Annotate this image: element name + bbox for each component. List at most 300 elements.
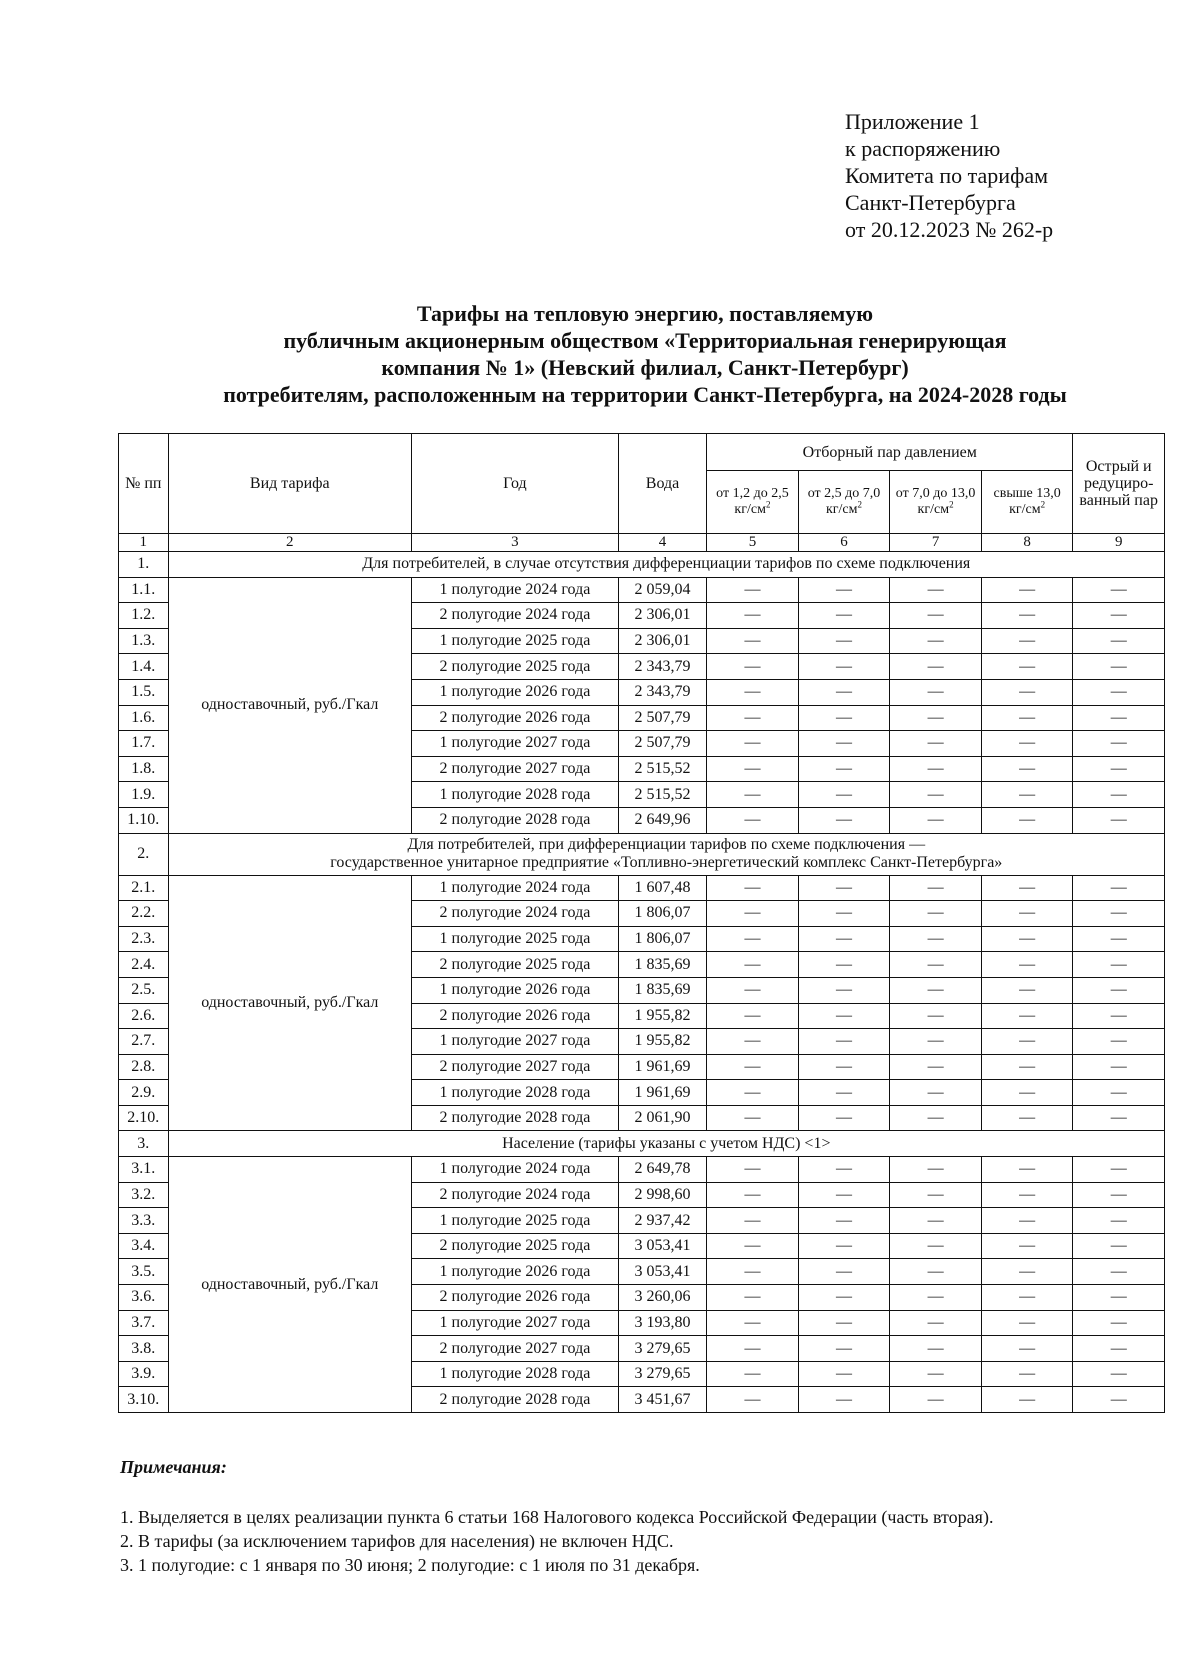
dash-cell: — <box>1073 1387 1165 1413</box>
dash-cell: — <box>981 977 1073 1003</box>
dash-cell: — <box>798 1310 890 1336</box>
header-steam-3-text: от 7,0 до 13,0 кг/см <box>895 486 976 517</box>
row-number: 2.7. <box>119 1029 169 1055</box>
header-num: № пп <box>119 434 169 534</box>
header-steam-group: Отборный пар давлением <box>707 434 1073 471</box>
column-number: 1 <box>119 534 169 552</box>
dash-cell: — <box>798 756 890 782</box>
dash-cell: — <box>890 1080 982 1106</box>
header-steam-1-text: от 1,2 до 2,5 кг/см <box>716 486 789 517</box>
row-number: 2.3. <box>119 926 169 952</box>
dash-cell: — <box>981 1387 1073 1413</box>
superscript: 2 <box>765 499 771 510</box>
row-number: 3.10. <box>119 1387 169 1413</box>
section-title <box>168 1131 1164 1157</box>
dash-cell: — <box>707 1105 799 1131</box>
dash-cell: — <box>981 577 1073 603</box>
dash-cell: — <box>707 1029 799 1055</box>
dash-cell: — <box>798 1285 890 1311</box>
dash-cell: — <box>890 705 982 731</box>
dash-cell: — <box>798 952 890 978</box>
dash-cell: — <box>890 1029 982 1055</box>
dash-cell: — <box>981 782 1073 808</box>
column-number: 6 <box>798 534 890 552</box>
year-cell: 1 полугодие 2025 года <box>412 628 619 654</box>
column-number-row <box>119 534 1165 552</box>
dash-cell: — <box>707 731 799 757</box>
dash-cell: — <box>1073 926 1165 952</box>
document-title <box>120 300 1170 408</box>
year-cell: 1 полугодие 2024 года <box>412 875 619 901</box>
water-tariff-cell: 1 806,07 <box>618 926 706 952</box>
year-cell: 2 полугодие 2026 года <box>412 705 619 731</box>
water-tariff-cell: 3 053,41 <box>618 1259 706 1285</box>
dash-cell: — <box>1073 1208 1165 1234</box>
dash-cell: — <box>1073 1080 1165 1106</box>
tariff-type-cell: одноставочный, руб./Гкал <box>168 875 411 1131</box>
row-number: 2.10. <box>119 1105 169 1131</box>
header-sharp-steam: Острый и редуциро-ванный пар <box>1073 434 1165 534</box>
dash-cell: — <box>890 1387 982 1413</box>
year-cell: 1 полугодие 2027 года <box>412 1029 619 1055</box>
dash-cell: — <box>798 977 890 1003</box>
dash-cell: — <box>981 1336 1073 1362</box>
appendix-line: Комитета по тарифам <box>845 163 1049 188</box>
dash-cell: — <box>890 1310 982 1336</box>
row-number: 3.9. <box>119 1361 169 1387</box>
water-tariff-cell: 2 343,79 <box>618 679 706 705</box>
dash-cell: — <box>890 1361 982 1387</box>
dash-cell: — <box>798 705 890 731</box>
year-cell: 2 полугодие 2024 года <box>412 1182 619 1208</box>
year-cell: 1 полугодие 2024 года <box>412 1157 619 1183</box>
dash-cell: — <box>1073 782 1165 808</box>
water-tariff-cell: 1 835,69 <box>618 952 706 978</box>
dash-cell: — <box>981 901 1073 927</box>
dash-cell: — <box>1073 1310 1165 1336</box>
superscript: 2 <box>857 499 862 510</box>
year-cell: 2 полугодие 2024 года <box>412 901 619 927</box>
dash-cell: — <box>890 628 982 654</box>
year-cell: 1 полугодие 2028 года <box>412 782 619 808</box>
dash-cell: — <box>890 1285 982 1311</box>
year-cell: 1 полугодие 2028 года <box>412 1080 619 1106</box>
dash-cell: — <box>1073 875 1165 901</box>
dash-cell: — <box>798 1336 890 1362</box>
dash-cell: — <box>707 1259 799 1285</box>
year-cell: 2 полугодие 2025 года <box>412 654 619 680</box>
dash-cell: — <box>798 1054 890 1080</box>
dash-cell: — <box>981 1054 1073 1080</box>
dash-cell: — <box>890 756 982 782</box>
dash-cell: — <box>707 952 799 978</box>
water-tariff-cell: 1 955,82 <box>618 1029 706 1055</box>
dash-cell: — <box>798 654 890 680</box>
water-tariff-cell: 2 649,78 <box>618 1157 706 1183</box>
dash-cell: — <box>981 952 1073 978</box>
dash-cell: — <box>707 1233 799 1259</box>
year-cell: 1 полугодие 2026 года <box>412 1259 619 1285</box>
dash-cell: — <box>890 1105 982 1131</box>
dash-cell: — <box>1073 756 1165 782</box>
dash-cell: — <box>798 1259 890 1285</box>
row-number: 3.8. <box>119 1336 169 1362</box>
water-tariff-cell: 1 806,07 <box>618 901 706 927</box>
row-number: 3.3. <box>119 1208 169 1234</box>
dash-cell: — <box>890 875 982 901</box>
water-tariff-cell: 2 306,01 <box>618 628 706 654</box>
column-number: 2 <box>168 534 411 552</box>
dash-cell: — <box>707 1182 799 1208</box>
dash-cell: — <box>981 756 1073 782</box>
year-cell: 2 полугодие 2027 года <box>412 1054 619 1080</box>
dash-cell: — <box>890 926 982 952</box>
dash-cell: — <box>707 679 799 705</box>
dash-cell: — <box>890 1182 982 1208</box>
year-cell: 1 полугодие 2028 года <box>412 1361 619 1387</box>
dash-cell: — <box>981 1003 1073 1029</box>
dash-cell: — <box>981 1285 1073 1311</box>
dash-cell: — <box>707 577 799 603</box>
header-steam-2-text: от 2,5 до 7,0 кг/см <box>807 486 881 517</box>
water-tariff-cell: 2 061,90 <box>618 1105 706 1131</box>
dash-cell: — <box>890 654 982 680</box>
header-steam-4 <box>981 471 1073 534</box>
dash-cell: — <box>1073 654 1165 680</box>
row-number: 1.7. <box>119 731 169 757</box>
water-tariff-cell: 3 193,80 <box>618 1310 706 1336</box>
dash-cell: — <box>798 875 890 901</box>
year-cell: 2 полугодие 2026 года <box>412 1003 619 1029</box>
dash-cell: — <box>798 1029 890 1055</box>
row-number: 1.10. <box>119 807 169 833</box>
dash-cell: — <box>798 807 890 833</box>
note-item: 3. 1 полугодие: с 1 января по 30 июня; 2 полугодие: с 1 июля по 31 декабря. <box>120 1555 700 1575</box>
water-tariff-cell: 1 961,69 <box>618 1054 706 1080</box>
dash-cell: — <box>890 952 982 978</box>
dash-cell: — <box>707 901 799 927</box>
tariff-type-cell: одноставочный, руб./Гкал <box>168 577 411 833</box>
section-title-line: Население (тарифы указаны с учетом НДС) <1> <box>502 1134 831 1152</box>
water-tariff-cell: 2 507,79 <box>618 705 706 731</box>
dash-cell: — <box>1073 1233 1165 1259</box>
row-number: 2.6. <box>119 1003 169 1029</box>
dash-cell: — <box>981 807 1073 833</box>
dash-cell: — <box>981 1233 1073 1259</box>
row-number: 1.9. <box>119 782 169 808</box>
year-cell: 2 полугодие 2027 года <box>412 756 619 782</box>
note-item: 2. В тарифы (за исключением тарифов для населения) не включен НДС. <box>120 1531 674 1551</box>
dash-cell: — <box>798 1157 890 1183</box>
title-line: потребителям, расположенным на территории Санкт-Петербурга, на 2024-2028 годы <box>223 382 1067 407</box>
water-tariff-cell: 2 998,60 <box>618 1182 706 1208</box>
section-title-line: государственное унитарное предприятие «Топливно-энергетический комплекс Санкт-Петербурга» <box>330 854 1003 872</box>
row-number: 3.2. <box>119 1182 169 1208</box>
dash-cell: — <box>707 926 799 952</box>
water-tariff-cell: 2 649,96 <box>618 807 706 833</box>
dash-cell: — <box>798 1182 890 1208</box>
dash-cell: — <box>981 705 1073 731</box>
year-cell: 1 полугодие 2025 года <box>412 926 619 952</box>
year-cell: 2 полугодие 2026 года <box>412 1285 619 1311</box>
year-cell: 2 полугодие 2025 года <box>412 952 619 978</box>
dash-cell: — <box>1073 705 1165 731</box>
year-cell: 2 полугодие 2025 года <box>412 1233 619 1259</box>
row-number: 2.9. <box>119 1080 169 1106</box>
column-number: 4 <box>618 534 706 552</box>
water-tariff-cell: 2 507,79 <box>618 731 706 757</box>
notes-block <box>120 1455 993 1577</box>
water-tariff-cell: 1 835,69 <box>618 977 706 1003</box>
water-tariff-cell: 3 260,06 <box>618 1285 706 1311</box>
dash-cell: — <box>1073 1054 1165 1080</box>
dash-cell: — <box>1073 1029 1165 1055</box>
row-number: 2.8. <box>119 1054 169 1080</box>
dash-cell: — <box>890 977 982 1003</box>
year-cell: 1 полугодие 2025 года <box>412 1208 619 1234</box>
dash-cell: — <box>707 977 799 1003</box>
row-number: 1.3. <box>119 628 169 654</box>
water-tariff-cell: 3 451,67 <box>618 1387 706 1413</box>
appendix-line: к распоряжению <box>845 136 1001 161</box>
header-steam-1 <box>707 471 799 534</box>
dash-cell: — <box>798 1080 890 1106</box>
year-cell: 1 полугодие 2027 года <box>412 731 619 757</box>
row-number: 1.2. <box>119 603 169 629</box>
tariff-table-body <box>119 534 1165 1413</box>
section-title-line: Для потребителей, при дифференциации тарифов по схеме подключения — <box>407 836 926 854</box>
dash-cell: — <box>890 1208 982 1234</box>
note-item: 1. Выделяется в целях реализации пункта 6 статьи 168 Налогового кодекса Российской Федерации (часть вторая). <box>120 1507 994 1527</box>
dash-cell: — <box>981 1105 1073 1131</box>
dash-cell: — <box>707 1054 799 1080</box>
dash-cell: — <box>890 603 982 629</box>
dash-cell: — <box>1073 1259 1165 1285</box>
section-header-row <box>119 1131 1165 1157</box>
dash-cell: — <box>981 1259 1073 1285</box>
year-cell: 2 полугодие 2028 года <box>412 1387 619 1413</box>
dash-cell: — <box>981 1182 1073 1208</box>
dash-cell: — <box>798 1208 890 1234</box>
header-steam-4-text: свыше 13,0 кг/см <box>993 486 1061 517</box>
superscript: 2 <box>949 499 954 510</box>
dash-cell: — <box>981 628 1073 654</box>
dash-cell: — <box>707 1387 799 1413</box>
dash-cell: — <box>890 679 982 705</box>
dash-cell: — <box>981 1157 1073 1183</box>
dash-cell: — <box>981 603 1073 629</box>
dash-cell: — <box>707 1208 799 1234</box>
header-steam-3 <box>890 471 982 534</box>
header-year: Год <box>412 434 619 534</box>
dash-cell: — <box>707 628 799 654</box>
dash-cell: — <box>1073 1105 1165 1131</box>
row-number: 2.5. <box>119 977 169 1003</box>
dash-cell: — <box>981 1080 1073 1106</box>
column-number: 5 <box>707 534 799 552</box>
notes-heading: Примечания: <box>120 1457 227 1477</box>
superscript: 2 <box>1040 499 1046 510</box>
dash-cell: — <box>707 807 799 833</box>
section-title <box>168 833 1164 875</box>
dash-cell: — <box>1073 1182 1165 1208</box>
dash-cell: — <box>798 901 890 927</box>
dash-cell: — <box>1073 628 1165 654</box>
dash-cell: — <box>798 1003 890 1029</box>
table-row <box>119 577 1165 603</box>
row-number: 3.7. <box>119 1310 169 1336</box>
section-header-row <box>119 552 1165 578</box>
dash-cell: — <box>981 1029 1073 1055</box>
row-number: 1.1. <box>119 577 169 603</box>
dash-cell: — <box>798 731 890 757</box>
dash-cell: — <box>707 654 799 680</box>
dash-cell: — <box>707 1285 799 1311</box>
dash-cell: — <box>1073 952 1165 978</box>
dash-cell: — <box>981 1310 1073 1336</box>
water-tariff-cell: 1 607,48 <box>618 875 706 901</box>
dash-cell: — <box>890 901 982 927</box>
row-number: 1.6. <box>119 705 169 731</box>
section-number: 1. <box>119 552 169 578</box>
header-water: Вода <box>618 434 706 534</box>
appendix-line: от 20.12.2023 № 262-р <box>845 217 1054 242</box>
dash-cell: — <box>707 756 799 782</box>
dash-cell: — <box>890 577 982 603</box>
dash-cell: — <box>890 1259 982 1285</box>
water-tariff-cell: 3 279,65 <box>618 1336 706 1362</box>
header-steam-2 <box>798 471 890 534</box>
dash-cell: — <box>890 1054 982 1080</box>
header-tariff-type: Вид тарифа <box>168 434 411 534</box>
section-title-line: Для потребителей, в случае отсутствия дифференциации тарифов по схеме подключения <box>362 555 971 573</box>
dash-cell: — <box>1073 1336 1165 1362</box>
column-number: 9 <box>1073 534 1165 552</box>
column-number: 3 <box>412 534 619 552</box>
year-cell: 2 полугодие 2028 года <box>412 807 619 833</box>
tariff-type-cell: одноставочный, руб./Гкал <box>168 1157 411 1413</box>
dash-cell: — <box>798 1387 890 1413</box>
row-number: 3.6. <box>119 1285 169 1311</box>
dash-cell: — <box>890 1336 982 1362</box>
water-tariff-cell: 2 059,04 <box>618 577 706 603</box>
table-row <box>119 1157 1165 1183</box>
section-number: 3. <box>119 1131 169 1157</box>
table-row <box>119 875 1165 901</box>
dash-cell: — <box>981 1361 1073 1387</box>
dash-cell: — <box>707 1361 799 1387</box>
dash-cell: — <box>981 875 1073 901</box>
water-tariff-cell: 1 955,82 <box>618 1003 706 1029</box>
row-number: 2.4. <box>119 952 169 978</box>
section-number: 2. <box>119 833 169 875</box>
row-number: 2.1. <box>119 875 169 901</box>
row-number: 3.1. <box>119 1157 169 1183</box>
row-number: 2.2. <box>119 901 169 927</box>
dash-cell: — <box>890 731 982 757</box>
dash-cell: — <box>707 1080 799 1106</box>
appendix-line: Санкт-Петербурга <box>845 190 1016 215</box>
dash-cell: — <box>798 577 890 603</box>
dash-cell: — <box>1073 977 1165 1003</box>
dash-cell: — <box>1073 731 1165 757</box>
water-tariff-cell: 2 306,01 <box>618 603 706 629</box>
dash-cell: — <box>1073 679 1165 705</box>
water-tariff-cell: 1 961,69 <box>618 1080 706 1106</box>
section-title <box>168 552 1164 578</box>
dash-cell: — <box>1073 1361 1165 1387</box>
dash-cell: — <box>1073 1157 1165 1183</box>
appendix-block <box>845 108 1053 243</box>
year-cell: 1 полугодие 2027 года <box>412 1310 619 1336</box>
title-line: компания № 1» (Невский филиал, Санкт-Петербург) <box>381 355 909 380</box>
title-line: Тарифы на тепловую энергию, поставляемую <box>416 301 874 326</box>
dash-cell: — <box>707 1310 799 1336</box>
year-cell: 2 полугодие 2024 года <box>412 603 619 629</box>
dash-cell: — <box>798 679 890 705</box>
year-cell: 1 полугодие 2026 года <box>412 977 619 1003</box>
year-cell: 1 полугодие 2024 года <box>412 577 619 603</box>
row-number: 1.8. <box>119 756 169 782</box>
dash-cell: — <box>1073 577 1165 603</box>
water-tariff-cell: 2 343,79 <box>618 654 706 680</box>
dash-cell: — <box>981 654 1073 680</box>
section-header-row <box>119 833 1165 875</box>
dash-cell: — <box>890 1003 982 1029</box>
water-tariff-cell: 3 053,41 <box>618 1233 706 1259</box>
dash-cell: — <box>1073 1285 1165 1311</box>
dash-cell: — <box>1073 901 1165 927</box>
dash-cell: — <box>798 628 890 654</box>
year-cell: 2 полугодие 2027 года <box>412 1336 619 1362</box>
dash-cell: — <box>707 782 799 808</box>
row-number: 1.4. <box>119 654 169 680</box>
water-tariff-cell: 2 937,42 <box>618 1208 706 1234</box>
dash-cell: — <box>707 1003 799 1029</box>
dash-cell: — <box>798 926 890 952</box>
dash-cell: — <box>981 926 1073 952</box>
row-number: 3.5. <box>119 1259 169 1285</box>
dash-cell: — <box>1073 1003 1165 1029</box>
dash-cell: — <box>890 807 982 833</box>
appendix-line: Приложение 1 <box>845 109 980 134</box>
row-number: 1.5. <box>119 679 169 705</box>
dash-cell: — <box>890 1233 982 1259</box>
water-tariff-cell: 2 515,52 <box>618 782 706 808</box>
dash-cell: — <box>798 1105 890 1131</box>
dash-cell: — <box>981 731 1073 757</box>
dash-cell: — <box>707 875 799 901</box>
dash-cell: — <box>890 1157 982 1183</box>
dash-cell: — <box>798 1361 890 1387</box>
dash-cell: — <box>707 1157 799 1183</box>
dash-cell: — <box>707 1336 799 1362</box>
dash-cell: — <box>707 603 799 629</box>
year-cell: 1 полугодие 2026 года <box>412 679 619 705</box>
tariff-table <box>118 433 1165 1413</box>
dash-cell: — <box>798 782 890 808</box>
title-line: публичным акционерным обществом «Территориальная генерирующая <box>283 328 1007 353</box>
dash-cell: — <box>707 705 799 731</box>
dash-cell: — <box>798 1233 890 1259</box>
dash-cell: — <box>981 679 1073 705</box>
dash-cell: — <box>1073 603 1165 629</box>
dash-cell: — <box>798 603 890 629</box>
water-tariff-cell: 3 279,65 <box>618 1361 706 1387</box>
dash-cell: — <box>890 782 982 808</box>
water-tariff-cell: 2 515,52 <box>618 756 706 782</box>
column-number: 7 <box>890 534 982 552</box>
